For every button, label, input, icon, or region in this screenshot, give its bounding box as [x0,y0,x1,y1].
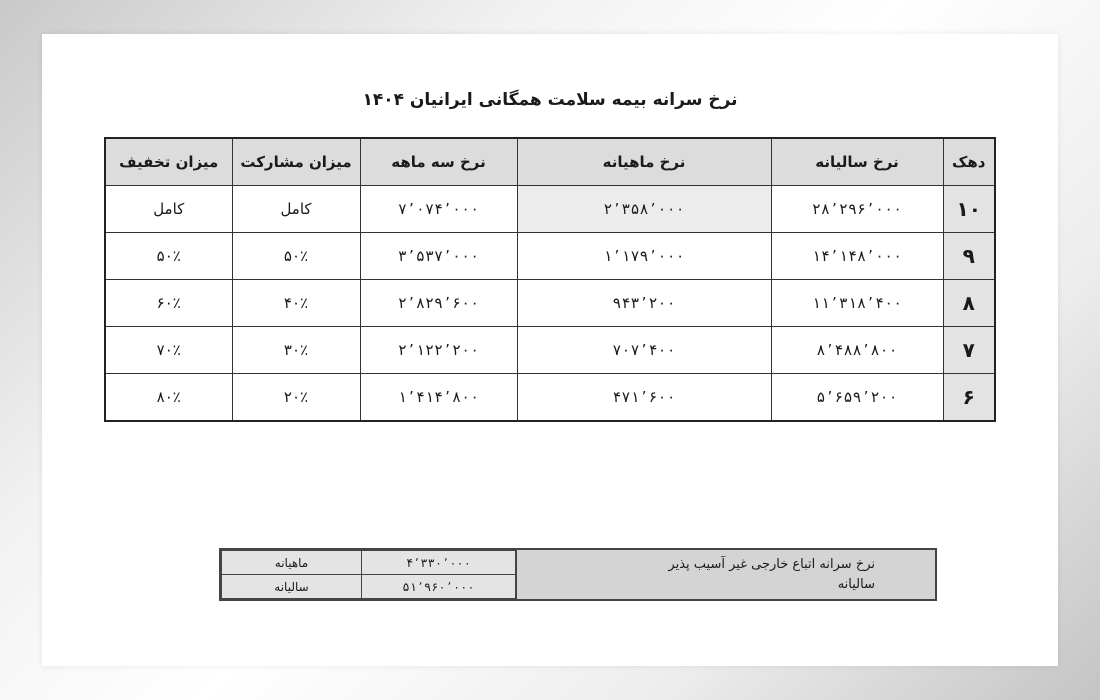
foreign-monthly-value: ۴٬۳۳۰٬۰۰۰ [362,551,516,575]
foreign-label-line2: سالیانه [837,576,875,592]
cell-participation: ۳۰٪ [232,327,360,374]
table-row [105,233,995,280]
foreign-rates-table [221,550,516,599]
cell-dahak: ۸ [943,280,995,327]
header-monthly: نرخ ماهیانه [517,138,771,186]
cell-annual: ۸٬۴۸۸٬۸۰۰ [771,327,943,374]
cell-dahak: ۷ [943,327,995,374]
foreign-monthly-row [222,551,516,575]
header-participation: میزان مشارکت [232,138,360,186]
table-row [105,280,995,327]
header-quarterly: نرخ سه ماهه [360,138,517,186]
cell-dahak: ۱۰ [943,186,995,233]
cell-participation: ۲۰٪ [232,374,360,422]
cell-monthly: ۷۰۷٬۴۰۰ [517,327,771,374]
cell-dahak: ۹ [943,233,995,280]
cell-participation: ۴۰٪ [232,280,360,327]
cell-annual: ۱۱٬۳۱۸٬۴۰۰ [771,280,943,327]
foreign-nationals-box [219,548,937,601]
foreign-label-line1: نرخ سرانه اتباع خارجی غیر آسیب پذیر [668,556,875,572]
cell-monthly: ۲٬۳۵۸٬۰۰۰ [517,186,771,233]
cell-annual: ۵٬۶۵۹٬۲۰۰ [771,374,943,422]
cell-discount: ۸۰٪ [105,374,232,422]
cell-participation: کامل [232,186,360,233]
table-row [105,327,995,374]
cell-annual: ۱۴٬۱۴۸٬۰۰۰ [771,233,943,280]
cell-quarterly: ۳٬۵۳۷٬۰۰۰ [360,233,517,280]
rates-table [104,137,996,422]
cell-quarterly: ۲٬۸۲۹٬۶۰۰ [360,280,517,327]
table-header-row [105,138,995,186]
cell-monthly: ۹۴۳٬۲۰۰ [517,280,771,327]
cell-quarterly: ۷٬۰۷۴٬۰۰۰ [360,186,517,233]
cell-discount: ۶۰٪ [105,280,232,327]
cell-discount: کامل [105,186,232,233]
cell-discount: ۵۰٪ [105,233,232,280]
cell-annual: ۲۸٬۲۹۶٬۰۰۰ [771,186,943,233]
foreign-label-box [516,550,935,599]
cell-quarterly: ۲٬۱۲۲٬۲۰۰ [360,327,517,374]
foreign-annual-value: ۵۱٬۹۶۰٬۰۰۰ [362,575,516,599]
foreign-annual-row [222,575,516,599]
cell-quarterly: ۱٬۴۱۴٬۸۰۰ [360,374,517,422]
header-annual: نرخ سالیانه [771,138,943,186]
header-dahak: دهک [943,138,995,186]
table-row [105,186,995,233]
cell-monthly: ۴۷۱٬۶۰۰ [517,374,771,422]
foreign-annual-label: سالیانه [222,575,362,599]
cell-discount: ۷۰٪ [105,327,232,374]
page-title: نرخ سرانه بیمه سلامت همگانی ایرانیان ۱۴۰۴ [362,90,738,110]
cell-participation: ۵۰٪ [232,233,360,280]
foreign-monthly-label: ماهیانه [222,551,362,575]
table-row [105,374,995,422]
header-discount: میزان تخفیف [105,138,232,186]
cell-monthly: ۱٬۱۷۹٬۰۰۰ [517,233,771,280]
cell-dahak: ۶ [943,374,995,422]
